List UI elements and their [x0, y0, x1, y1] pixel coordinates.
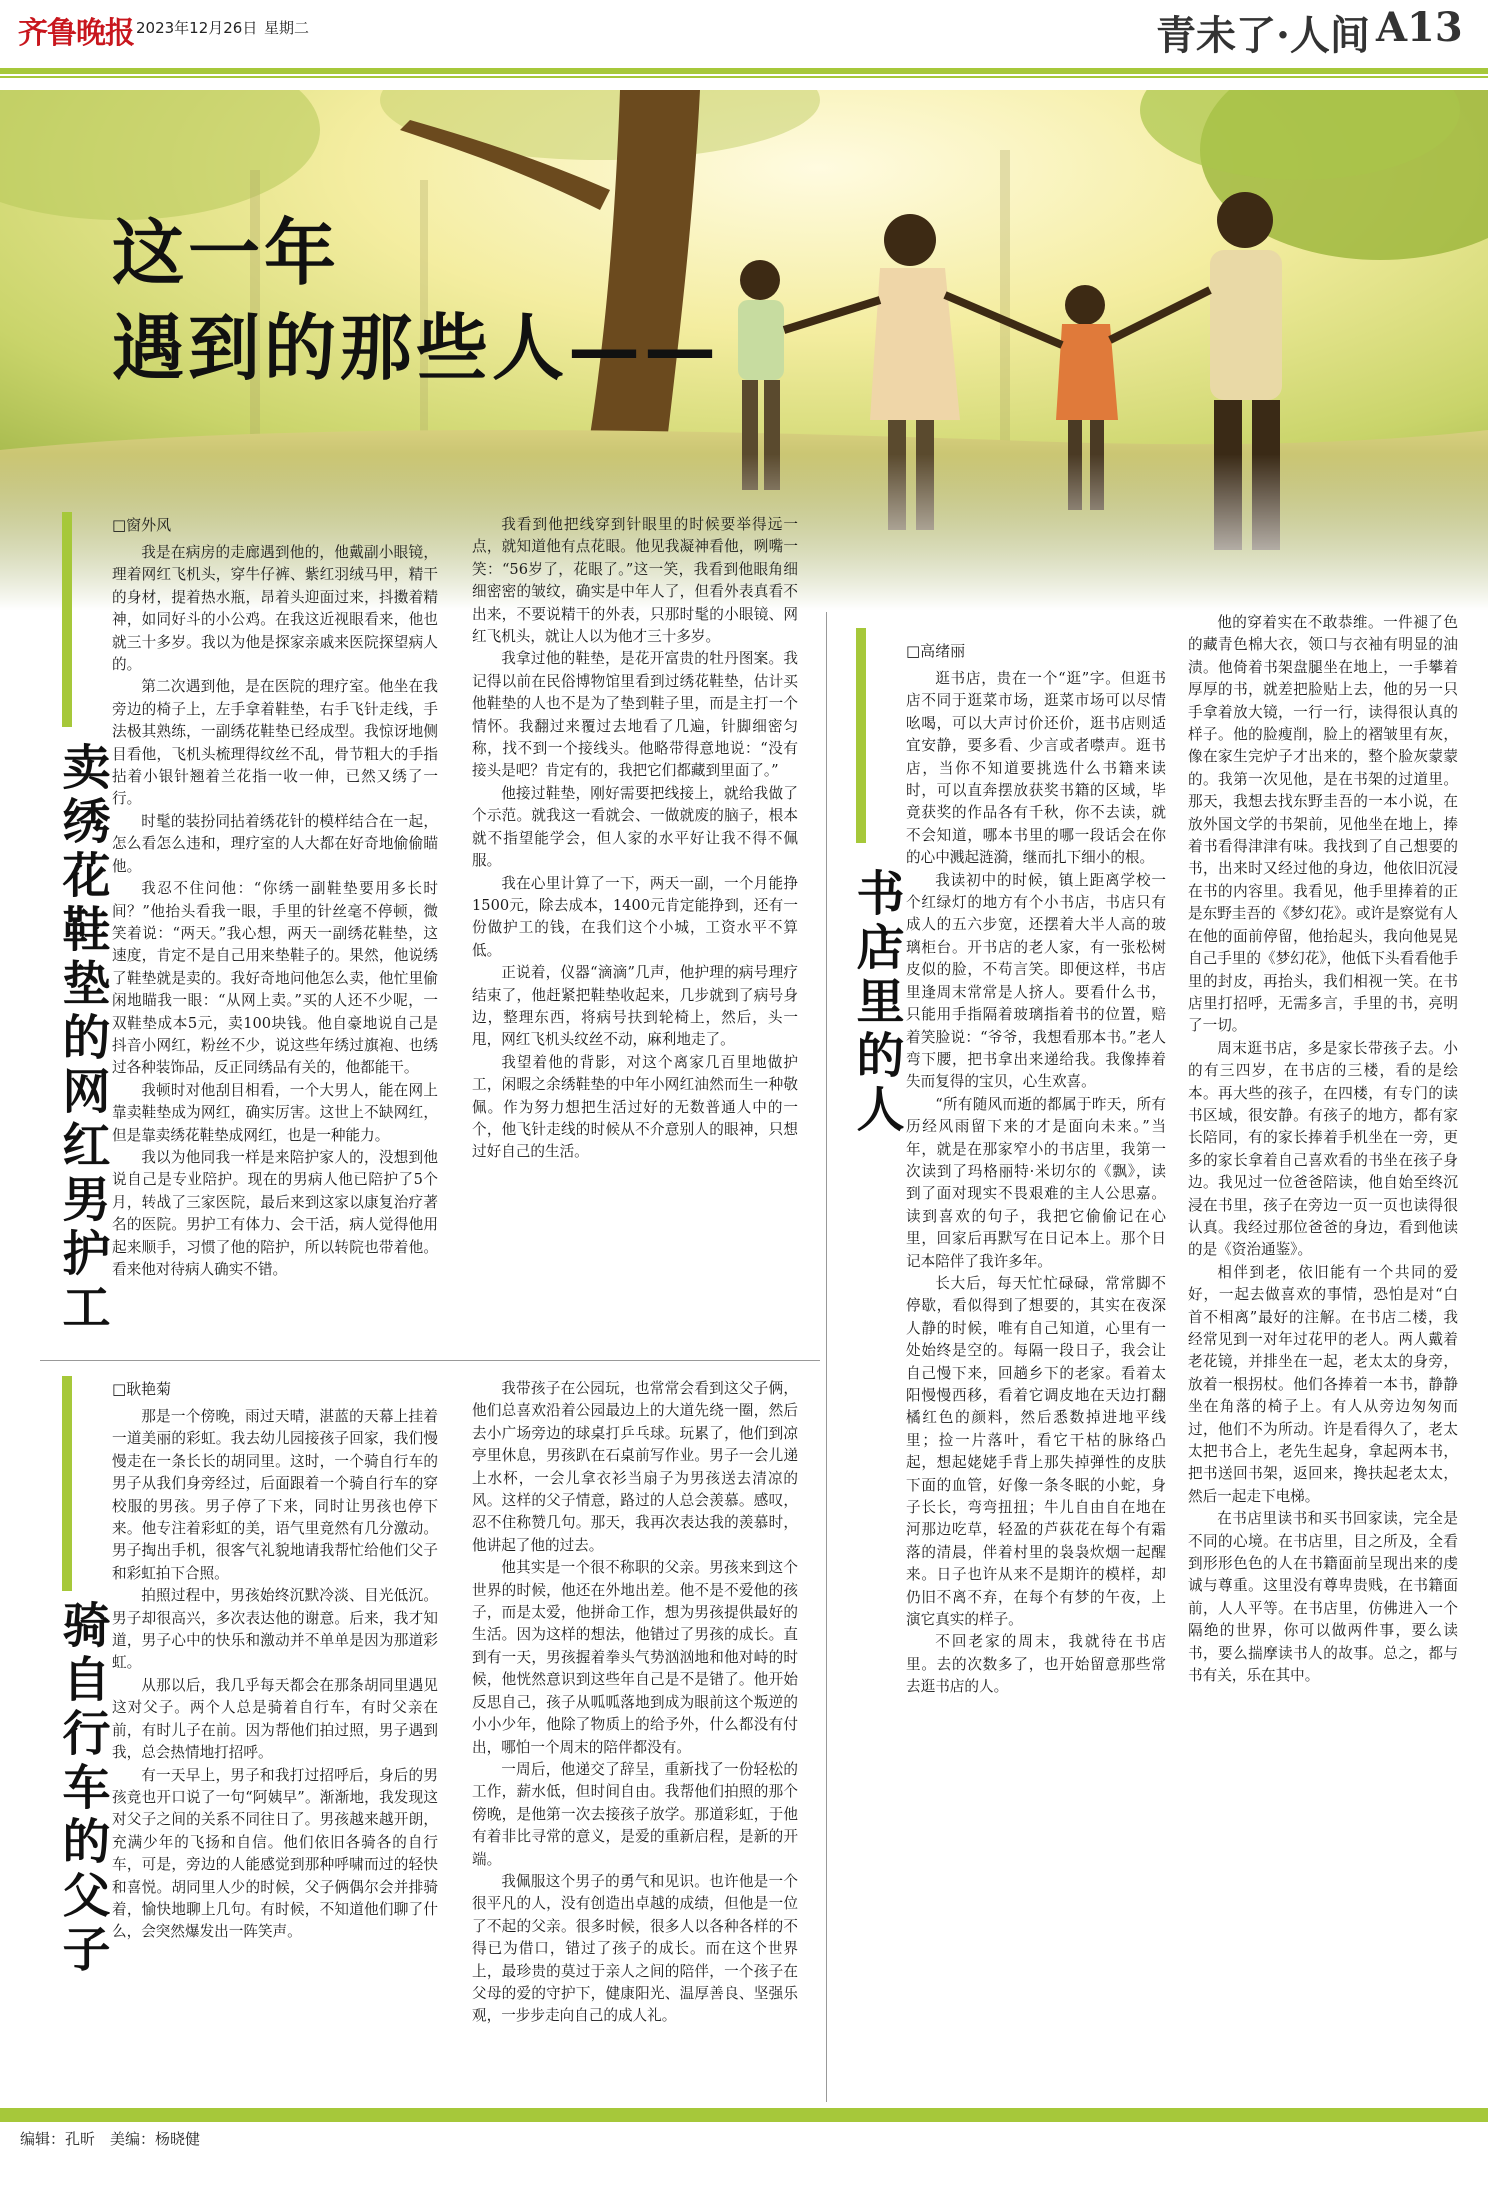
article1-paragraph: 第二次遇到他，是在医院的理疗室。他坐在我旁边的椅子上，左手拿着鞋垫，右手飞针走线，手法极其熟练，一副绣花鞋垫已经成型。我惊讶地侧目看他，飞机头梳理得纹丝不乱，骨节粗大的手指拈着小银针翘着兰花指一收一伸，已然又绣了一行。 — [112, 678, 438, 808]
article3-paragraph: 相伴到老，依旧能有一个共同的爱好，一起去做喜欢的事情，恐怕是对“白首不相离”最好的注解。在书店二楼，我经常见到一对年过花甲的老人。两人戴着老花镜，并排坐在一起，老太太的身旁，放着一根拐杖。他们各捧着一本书，静静坐在角落的椅子上。有人从旁边匆匆而过，他们不为所动。许是看得久了，老太太把书合上，老先生起身，拿起两本书，把书送回书架，返回来，搀扶起老太太，然后一起走下电梯。 — [1188, 1263, 1458, 1505]
article2-paragraph: 那是一个傍晚，雨过天晴，湛蓝的天幕上挂着一道美丽的彩虹。我去幼儿园接孩子回家，我们慢慢走在一条长长的胡同里。这时，一个骑自行车的男子从我们身旁经过，后面跟着一个骑自行车的穿校服的男孩。男子停了下来，同时让男孩也停下来。他专注着彩虹的美，语气里竟然有几分激动。男子掏出手机，很客气礼貌地请我帮忙给他们父子和彩虹拍下合照。 — [112, 1408, 438, 1582]
article1-byline: □窗外风 — [112, 516, 172, 534]
article1-body-col1 — [112, 542, 438, 1347]
article1-paragraph: 正说着，仪器“滴滴”几声，他护理的病号理疗结束了，他赶紧把鞋垫收起来，几步就到了病号身边，整理东西，将病号扶到轮椅上，然后，头一甩，网红飞机头纹丝不动，麻利地走了。 — [472, 964, 798, 1049]
article3-paragraph: 在书店里读书和买书回家读，完全是不同的心境。在书店里，目之所及，全看到形形色色的人在书籍面前呈现出来的虔诚与尊重。这里没有尊卑贵贱，在书籍面前，人人平等。在书店里，仿佛进入一个隔绝的世界，你可以做两件事，要么读书，要么揣摩读书人的故事。总之，都与书有关，乐在其中。 — [1188, 1510, 1458, 1685]
article2-byline: □耿艳菊 — [112, 1380, 172, 1398]
article3-paragraph: 他的穿着实在不敢恭维。一件褪了色的藏青色棉大衣，领口与衣袖有明显的油渍。他倚着书架盘腿坐在地上，一手攀着厚厚的书，就差把脸贴上去，他的另一只手拿着放大镜，一行一行，读得很认真的样子。他的脸瘦削，脸上的褶皱里有灰，像在家生完炉子才出来的，整个脸灰蒙蒙的。我第一次见他，是在书架的过道里。那天，我想去找东野圭吾的一本小说，在放外国文学的书架前，见他坐在地上，捧着书看得津津有味。我找到了自己想要的书，出来时又经过他的身边，他依旧沉浸在书的内容里。我看见，他手里捧着的正是东野圭吾的《梦幻花》。或许是察觉有人在他的面前停留，他抬起头，我向他晃晃自己手里的《梦幻花》，他低下头看看他手里的封皮，再抬头，我们相视一笑。在书店里打招呼，无需多言，手里的书，亮明了一切。 — [1188, 614, 1458, 1035]
section-name: 青未了·人间 — [1156, 12, 1370, 59]
article2-title: 骑自行车的父子 — [54, 1600, 110, 1978]
article1-paragraph: 我在心里计算了一下，两天一副，一个月能挣1500元，除去成本，1400元肯定能挣到，还有一份做护工的钱，在我们这个小城，工资水平不算低。 — [472, 874, 798, 959]
article2-paragraph: 我佩服这个男子的勇气和见识。也许他是一个很平凡的人，没有创造出卓越的成绩，但他是一位了不起的父亲。很多时候，很多人以各种各样的不得已为借口，错过了孩子的成长。而在这个世界上，最珍贵的莫过于亲人之间的陪伴，一个孩子在父母的爱的守护下，健康阳光、温厚善良、坚强乐观，一步步走向自己的成人礼。 — [472, 1872, 798, 2025]
article3-paragraph: 长大后，每天忙忙碌碌，常常脚不停歇，看似得到了想要的，其实在夜深人静的时候，唯有自己知道，心里有一处始终是空的。每隔一段日子，我会让自己慢下来，回趟乡下的老家。看着太阳慢慢西移，看着它调皮地在天边打翻橘红色的颜料，然后悉数掉进地平线里；捡一片落叶，看它干枯的脉络凸起，想起姥姥手背上那失掉弹性的皮肤下面的血管，好像一条冬眠的小蛇，身子长长，弯弯扭扭；牛儿自由自在地在河那边吃草，轻盈的芦荻花在每个有霜落的清晨，伴着村里的袅袅炊烟一起醒来。日子也许从来不是期许的模样，却仍旧不离不弃，在每个有梦的午夜，上演它真实的样子。 — [906, 1274, 1166, 1629]
article1-paragraph: 我以为他同我一样是来陪护家人的，没想到他说自己是专业陪护。现在的男病人他已陪护了5个月，转战了三家医院，最后来到这家以康复治疗著名的医院。男护工有体力、会干活，病人觉得他用起来顺手，习惯了他的陪护，所以转院也带着他。看来他对待病人确实不错。 — [112, 1148, 438, 1278]
article1-paragraph: 我顿时对他刮目相看，一个大男人，能在网上靠卖鞋垫成为网红，确实厉害。这世上不缺网红，但是靠卖绣花鞋垫成网红，也是一种能力。 — [112, 1081, 438, 1144]
article1-paragraph: 我望着他的背影，对这个离家几百里地做护工，闲暇之余绣鞋垫的中年小网红油然而生一种敬佩。作为努力想把生活过好的无数普通人中的一个，他飞针走线的时候从不介意别人的眼神，只想过好自己的生活。 — [472, 1053, 798, 1161]
footer-rule — [0, 2108, 1488, 2122]
issue-date: 2023年12月26日 — [136, 19, 258, 37]
article2-paragraph: 我带孩子在公园玩，也常常会看到这父子俩，他们总喜欢沿着公园最边上的大道先绕一圈，然后去小广场旁边的球桌打乒乓球。玩累了，他们到凉亭里休息，男孩趴在石桌前写作业。男子一会儿递上水杯，一会儿拿衣衫当扇子为男孩送去清凉的风。这样的父子情意，路过的人总会羡慕。感叹，忍不住称赞几句。那天，我再次表达我的羡慕时，他讲起了他的过去。 — [472, 1380, 798, 1554]
article1-accent-bar — [62, 512, 72, 727]
article2-body-col1 — [112, 1406, 438, 2100]
editor-credits: 编辑：孔昕 美编：杨晓健 — [20, 2130, 201, 2148]
article2-accent-bar — [62, 1376, 72, 1591]
article1-title: 卖绣花鞋垫的网红男护工 — [54, 742, 110, 1336]
issue-weekday: 星期二 — [264, 19, 310, 37]
article1-paragraph: 我是在病房的走廊遇到他的，他戴副小眼镜，理着网红飞机头，穿牛仔裤、紫红羽绒马甲，精干的身材，提着热水瓶，昂着头迎面过来，抖擞着精神，如同好斗的小公鸡。在我这近视眼看来，他也就三十多岁。我以为他是探家亲戚来医院探望病人的。 — [112, 544, 438, 674]
page-number: A13 — [1376, 4, 1463, 51]
headline-line-2: 遇到的那些人—— — [112, 305, 721, 390]
article2-body-col2 — [472, 1378, 798, 2100]
article1-paragraph: 我看到他把线穿到针眼里的时候要举得远一点，就知道他有点花眼。他见我凝神看他，咧嘴一笑：“56岁了，花眼了。”这一笑，我看到他眼角细细密密的皱纹，确实是中年人了，但看外表真看不出来，不要说精干的外表，只那时髦的小眼镜、网红飞机头，就让人以为他才三十多岁。 — [472, 516, 798, 646]
article2-paragraph: 他其实是一个很不称职的父亲。男孩来到这个世界的时候，他还在外地出差。他不是不爱他的孩子，而是太爱，他拼命工作，想为男孩提供最好的生活。因为这样的想法，他错过了男孩的成长。直到有一天，男孩握着拳头气势汹汹地和他对峙的时候，他恍然意识到这些年自己是不是错了。他开始反思自己，孩子从呱呱落地到成为眼前这个叛逆的小小少年，他除了物质上的给予外，什么都没有付出，哪怕一个周末的陪伴都没有。 — [472, 1559, 798, 1756]
article1-body-col2 — [472, 514, 798, 1347]
article3-accent-bar — [856, 628, 866, 843]
article1-paragraph: 他接过鞋垫，刚好需要把线接上，就给我做了个示范。就我这一看就会、一做就废的脑子，根本就不指望能学会，但人家的水平好让我不得不佩服。 — [472, 784, 798, 870]
article3-body-col1 — [906, 668, 1166, 2100]
column-divider — [826, 612, 827, 2102]
headline-line-1: 这一年 — [112, 210, 341, 295]
header-rule — [0, 68, 1488, 74]
header-rule-thin — [0, 76, 1488, 78]
article3-title: 书店里的人 — [848, 868, 904, 1138]
article1-paragraph: 我拿过他的鞋垫，是花开富贵的牡丹图案。我记得以前在民俗博物馆里看到过绣花鞋垫，估计买他鞋垫的人也不是为了垫到鞋子里，而是主打一个情怀。我翻过来覆过去地看了几遍，针脚细密匀称，找不到一个接线头。他略带得意地说：“没有接头是吧？肯定有的，我把它们都藏到里面了。” — [472, 650, 798, 780]
article3-byline: □高绪丽 — [906, 642, 966, 660]
article3-paragraph: 逛书店，贵在一个“逛”字。但逛书店不同于逛菜市场，逛菜市场可以尽情吆喝，可以大声讨价还价，逛书店则适宜安静，要多看、少言或者噤声。逛书店，当你不知道要挑选什么书籍来读时，可以直奔摆放获奖书籍的区域，毕竟获奖的作品各有千秋，你不去读，就不会知道，哪本书里的哪一段话会在你的心中溅起涟漪，继而扎下细小的根。 — [906, 670, 1166, 867]
article3-body-col2 — [1188, 612, 1458, 2100]
newspaper-masthead: 齐鲁晚报 — [18, 16, 134, 51]
article3-paragraph: “所有随风而逝的都属于昨天，所有历经风雨留下来的才是面向未来。”当年，就是在那家窄小的书店里，我第一次读到了玛格丽特·米切尔的《飘》，读到了面对现实不畏艰难的主人公思嘉。读到喜欢的句子，我把它偷偷记在心里，回家后再默写在日记本上。那个日记本陪伴了我许多年。 — [906, 1095, 1166, 1270]
article2-paragraph: 一周后，他递交了辞呈，重新找了一份轻松的工作，薪水低，但时间自由。我帮他们拍照的那个傍晚，是他第一次去接孩子放学。那道彩虹，于他有着非比寻常的意义，是爱的重新启程，是新的开端。 — [472, 1760, 798, 1868]
article2-paragraph: 拍照过程中，男孩始终沉默冷淡、目光低沉。男子却很高兴，多次表达他的谢意。后来，我才知道，男子心中的快乐和激动并不单单是因为那道彩虹。 — [112, 1587, 438, 1672]
article2-paragraph: 有一天早上，男子和我打过招呼后，身后的男孩竟也开口说了一句“阿姨早”。渐渐地，我发现这对父子之间的关系不同往日了。男孩越来越开朗，充满少年的飞扬和自信。他们依旧各骑各的自行车，可是，旁边的人能感觉到那种呼啸而过的轻快和喜悦。胡同里人少的时候，父子俩偶尔会并排骑着，愉快地聊上几句。有时候，不知道他们聊了什么，会突然爆发出一阵笑声。 — [112, 1766, 438, 1941]
article1-paragraph: 时髦的装扮同拈着绣花针的模样结合在一起，怎么看怎么违和，理疗室的人大都在好奇地偷偷瞄他。 — [112, 812, 438, 875]
article3-paragraph: 不回老家的周末，我就待在书店里。去的次数多了，也开始留意那些常去逛书店的人。 — [906, 1633, 1166, 1696]
article2-paragraph: 从那以后，我几乎每天都会在那条胡同里遇见这对父子。两个人总是骑着自行车，有时父亲在前，有时儿子在前。因为帮他们拍过照，男子遇到我，总会热情地打招呼。 — [112, 1676, 438, 1762]
article3-paragraph: 周末逛书店，多是家长带孩子去。小的有三四岁，在书店的三楼，看的是绘本。再大些的孩子，在四楼，有专门的读书区域，很安静。有孩子的地方，都有家长陪同，有的家长捧着手机坐在一旁，更多的家长拿着自己喜欢看的书坐在孩子身边。我见过一位爸爸陪读，他自始至终沉浸在书里，孩子在旁边一页一页也读得很认真。我经过那位爸爸的身边，看到他读的是《资治通鉴》。 — [1188, 1039, 1458, 1259]
article3-paragraph: 我读初中的时候，镇上距离学校一个红绿灯的地方有个小书店，书店只有成人的五六步宽，还摆着大半人高的玻璃柜台。开书店的老人家，有一张松树皮似的脸，不苟言笑。即便这样，书店里逢周末常常是人挤人。要看什么书，只能用手指隔着玻璃指着书的位置，赔着笑脸说：“爷爷，我想看那本书。”老人弯下腰，把书拿出来递给我。我像捧着失而复得的宝贝，心生欢喜。 — [906, 871, 1166, 1091]
article1-paragraph: 我忍不住问他：“你绣一副鞋垫要用多长时间？”他抬头看我一眼，手里的针丝毫不停顿，微笑着说：“两天。”我心想，两天一副绣花鞋垫，这速度，肯定不是自己用来垫鞋子的。果然，他说绣了鞋垫就是卖的。我好奇地问他怎么卖，他忙里偷闲地瞄我一眼：“从网上卖。”买的人还不少呢，一双鞋垫成本5元，卖100块钱。他自豪地说自己是抖音小网红，粉丝不少，说这些年绣过旗袍、也绣过各种装饰品，反正同绣品有关的，他都能干。 — [112, 880, 438, 1077]
article-divider — [40, 1360, 820, 1361]
